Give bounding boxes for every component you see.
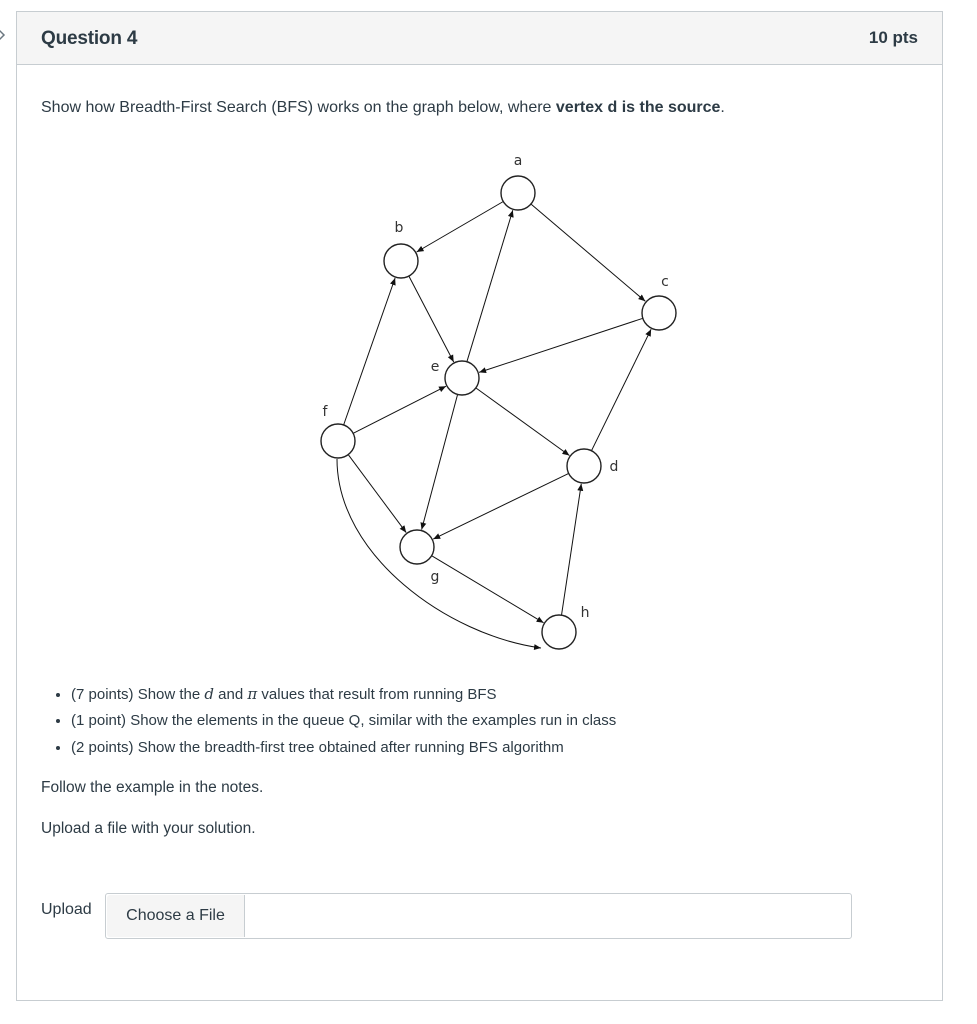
vertex-b xyxy=(384,244,418,278)
vertex-label-a: a xyxy=(513,153,523,169)
follow-note: Follow the example in the notes. xyxy=(41,779,264,796)
vertex-e xyxy=(445,361,479,395)
question-header xyxy=(17,12,942,65)
math-d: d xyxy=(204,685,215,703)
edge-a-b xyxy=(417,202,504,253)
edge-f-g xyxy=(348,455,406,533)
vertex-label-g: g xyxy=(430,569,440,585)
vertex-a xyxy=(501,176,535,210)
vertex-c xyxy=(642,296,676,330)
upload-instruction: Upload a file with your solution. xyxy=(41,820,256,837)
vertex-label-c: c xyxy=(661,274,669,290)
edge-g-h xyxy=(432,556,544,623)
vertex-g xyxy=(400,530,434,564)
question-prompt xyxy=(41,99,725,117)
edge-e-a xyxy=(467,210,513,362)
vertex-f xyxy=(321,424,355,458)
vertex-label-h: h xyxy=(580,605,590,621)
edge-c-e xyxy=(479,318,643,372)
edge-h-d xyxy=(562,484,582,615)
vertex-label-b: b xyxy=(394,220,404,236)
prompt-bold: vertex d is the source xyxy=(555,99,721,116)
upload-label: Upload xyxy=(41,901,92,918)
prompt-prefix: Show how Breadth-First Search (BFS) works on the graph below, where xyxy=(41,99,556,116)
edge-d-c xyxy=(592,329,652,451)
edge-f-e xyxy=(353,386,446,433)
edge-e-g xyxy=(422,394,458,529)
list-item xyxy=(71,682,616,709)
question-points: 10 pts xyxy=(868,28,918,47)
vertex-label-e: e xyxy=(430,359,440,375)
question-card xyxy=(16,11,943,1001)
edge-f-h xyxy=(337,459,541,648)
vertex-h xyxy=(542,615,576,649)
vertex-label-f: f xyxy=(322,404,328,420)
bullet-text: (7 points) Show the xyxy=(71,686,205,703)
edge-b-e xyxy=(409,276,454,362)
edge-e-d xyxy=(476,388,570,456)
choose-file-button[interactable]: Choose a File xyxy=(107,895,245,937)
edge-a-c xyxy=(531,204,645,301)
math-pi: π xyxy=(247,685,258,703)
list-item: • (1 point) Show the elements in the queue Q, similar with the examples run in class xyxy=(71,709,616,736)
file-upload-field[interactable] xyxy=(105,893,852,939)
list-item: • (2 points) Show the breadth-first tree obtained after running BFS algorithm xyxy=(71,736,616,763)
question-title: Question 4 xyxy=(41,28,138,49)
vertex-label-d: d xyxy=(609,459,619,475)
prompt-suffix: . xyxy=(720,99,725,116)
bfs-graph-diagram xyxy=(267,135,687,655)
instructions-list xyxy=(41,682,616,763)
edge-f-b xyxy=(344,278,396,425)
edge-d-g xyxy=(433,473,569,539)
bullet-text: values that result from running BFS xyxy=(257,686,497,703)
chevron-right-icon xyxy=(0,27,10,43)
bullet-text: and xyxy=(214,686,248,703)
vertex-d xyxy=(567,449,601,483)
